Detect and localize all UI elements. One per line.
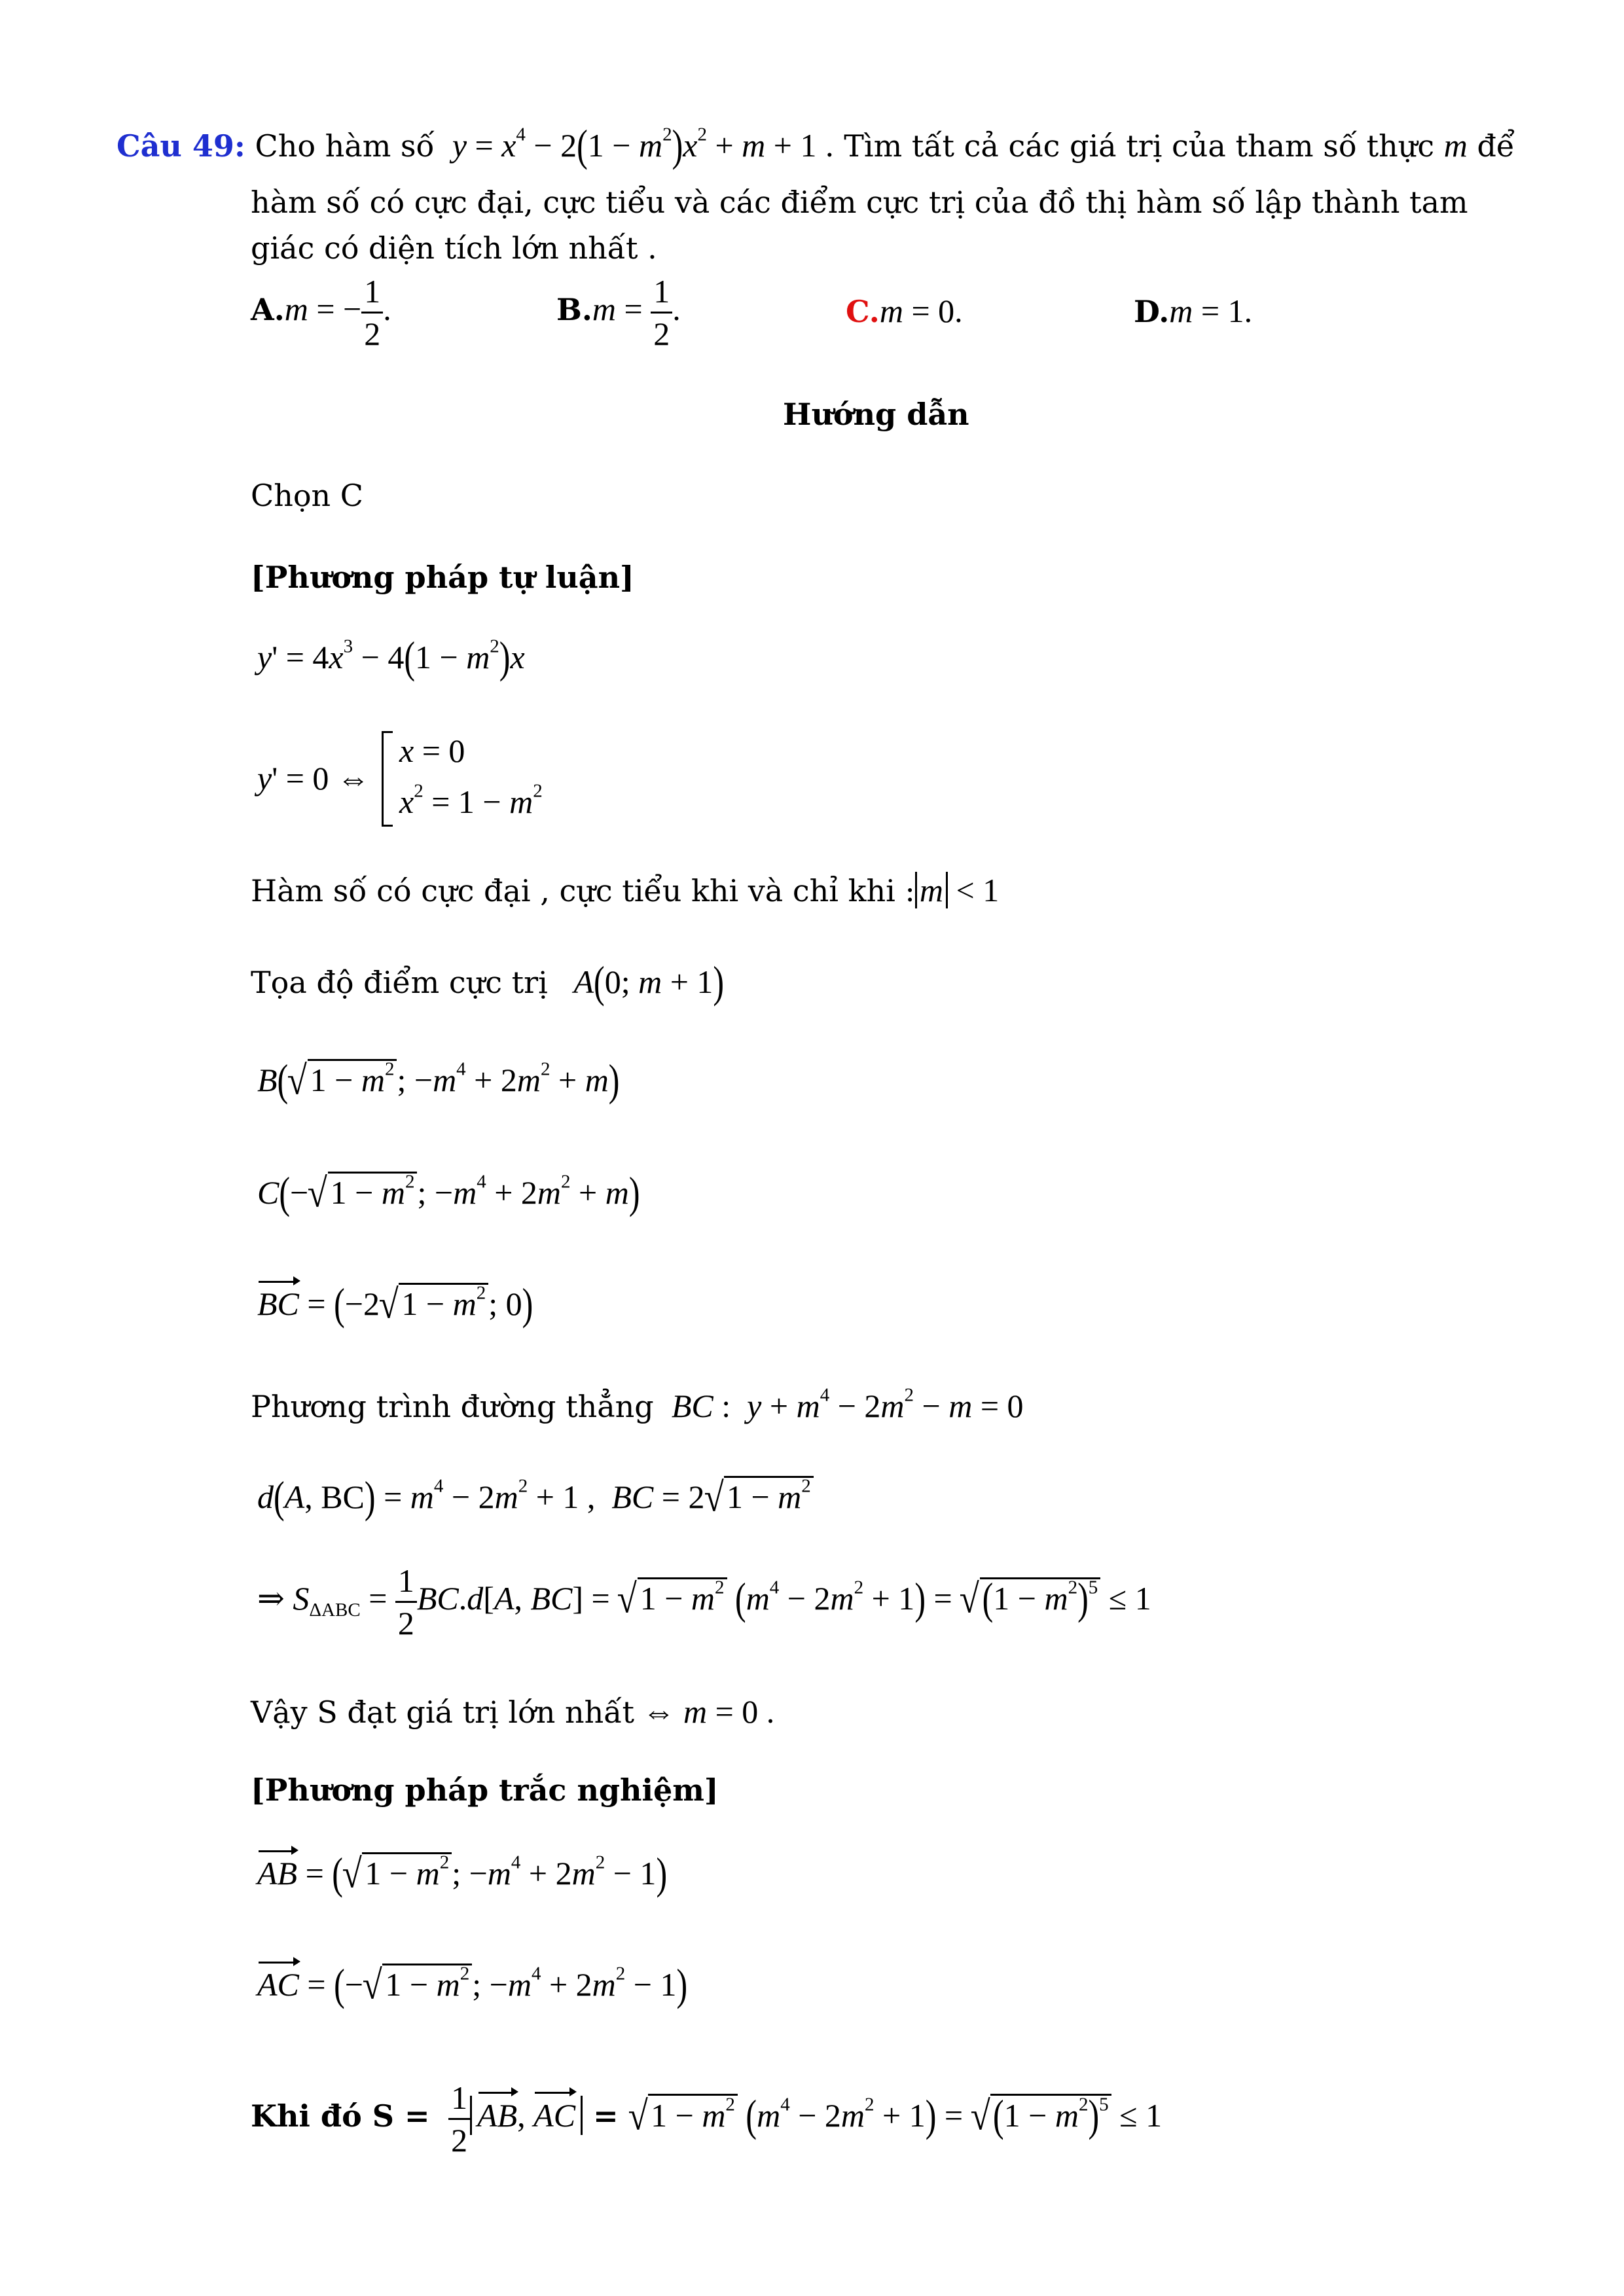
root-x2: $x^2 = 1 - m^2$: [399, 780, 543, 820]
area-formula: ⇒ $S_{\Delta ABC}$ = $\frac{1}{2}$ BC.d[A, $BC] = √1 - m^2$ $(m^4 - 2m^2 + 1) = √(1 - m^2)^5 \le 1$: [257, 1562, 1151, 1641]
condition-text: Hàm số có cực đại , cực tiểu khi và chỉ khi :: [251, 873, 915, 908]
question-line-3: giác có diện tích lớn nhất .: [251, 230, 657, 266]
line-text: Phương trình đường thẳng: [251, 1389, 654, 1424]
method-essay-heading: [Phương pháp tự luận]: [251, 560, 634, 595]
question-function: $y = x^4 - 2(1 - m^2)x^2 + m + 1$: [452, 120, 825, 170]
condition-line: Hàm số có cực đại , cực tiểu khi và chỉ khi : m < 1: [251, 872, 1000, 908]
question-label: Câu 49:: [117, 128, 245, 164]
derivative: $y' = 4x^3 - 4(1 - m^2)x$: [257, 632, 525, 682]
vector-bc: BC = ($-2√1 - m^2$; 0): [257, 1279, 533, 1329]
question-line-1: [117, 120, 1515, 170]
point-a-line: Tọa độ điểm cực trị A(0; m + 1): [251, 957, 725, 1007]
distance-and-length: d(A, $BC) = m^4 - 2m^2 + 1$ , BC = $2√1 - m^2$: [257, 1476, 814, 1516]
coord-text: Tọa độ điểm cực trị: [251, 965, 548, 1000]
khi-do-text: Khi đó S =: [251, 2098, 430, 2134]
solution-bracket: [382, 731, 393, 827]
root-x0: x = 0: [399, 732, 465, 769]
option-a: A.m = − $\frac{1}{2}$ .: [251, 273, 391, 352]
question-intro: Cho hàm số: [255, 128, 435, 164]
vector-ab: AB = ($√1 - m^2$; $-m^4 + 2m^2 - 1$): [257, 1848, 668, 1898]
option-d-letter: D.: [1134, 294, 1170, 329]
option-a-letter: A.: [251, 291, 285, 327]
option-b: B.m = $\frac{1}{2}$ .: [556, 273, 681, 352]
conclusion-text: Vậy S đạt giá trị lớn nhất: [251, 1695, 634, 1730]
option-c-letter: C.: [846, 294, 880, 329]
question-param: m: [1443, 127, 1468, 164]
answer-choice: Chọn C: [251, 478, 363, 513]
vector-ac: AC = ($-√1 - m^2$; $-m^4 + 2m^2 - 1$): [257, 1960, 688, 2009]
conclusion: Vậy S đạt giá trị lớn nhất ⇔ m = 0 .: [251, 1693, 775, 1730]
question-line-2: hàm số có cực đại, cực tiểu và các điểm cực trị của đồ thị hàm số lập thành tam: [251, 185, 1468, 220]
final-area: Khi đó S = $\frac{1}{2}$ AB, AC = $√1 - m^2$ $(m^4 - 2m^2 + 1) = √(1 - m^2)^5 \le 1$: [251, 2079, 1163, 2159]
question-de: để: [1477, 128, 1515, 164]
derivative-zero: y' = 0 ⇔: [257, 760, 370, 797]
solution-heading: Hướng dẫn: [783, 397, 969, 432]
question-ask: . Tìm tất cả các giá trị của tham số thực: [824, 128, 1435, 164]
option-b-letter: B.: [556, 291, 592, 327]
option-d: D.m = 1.: [1134, 293, 1253, 329]
point-c: $C(-√1 - m^2$; $-m^4 + 2m^2 + m$): [257, 1168, 640, 1217]
option-c: C.m = 0.: [846, 293, 963, 329]
line-bc: Phương trình đường thẳng BC : $y + m^4 - 2m^2 - m = 0$: [251, 1384, 1024, 1424]
point-b: $B(√1 - m^2$; $-m^4 + 2m^2 + m$): [257, 1055, 620, 1105]
method-mcq-heading: [Phương pháp trắc nghiệm]: [251, 1772, 719, 1808]
